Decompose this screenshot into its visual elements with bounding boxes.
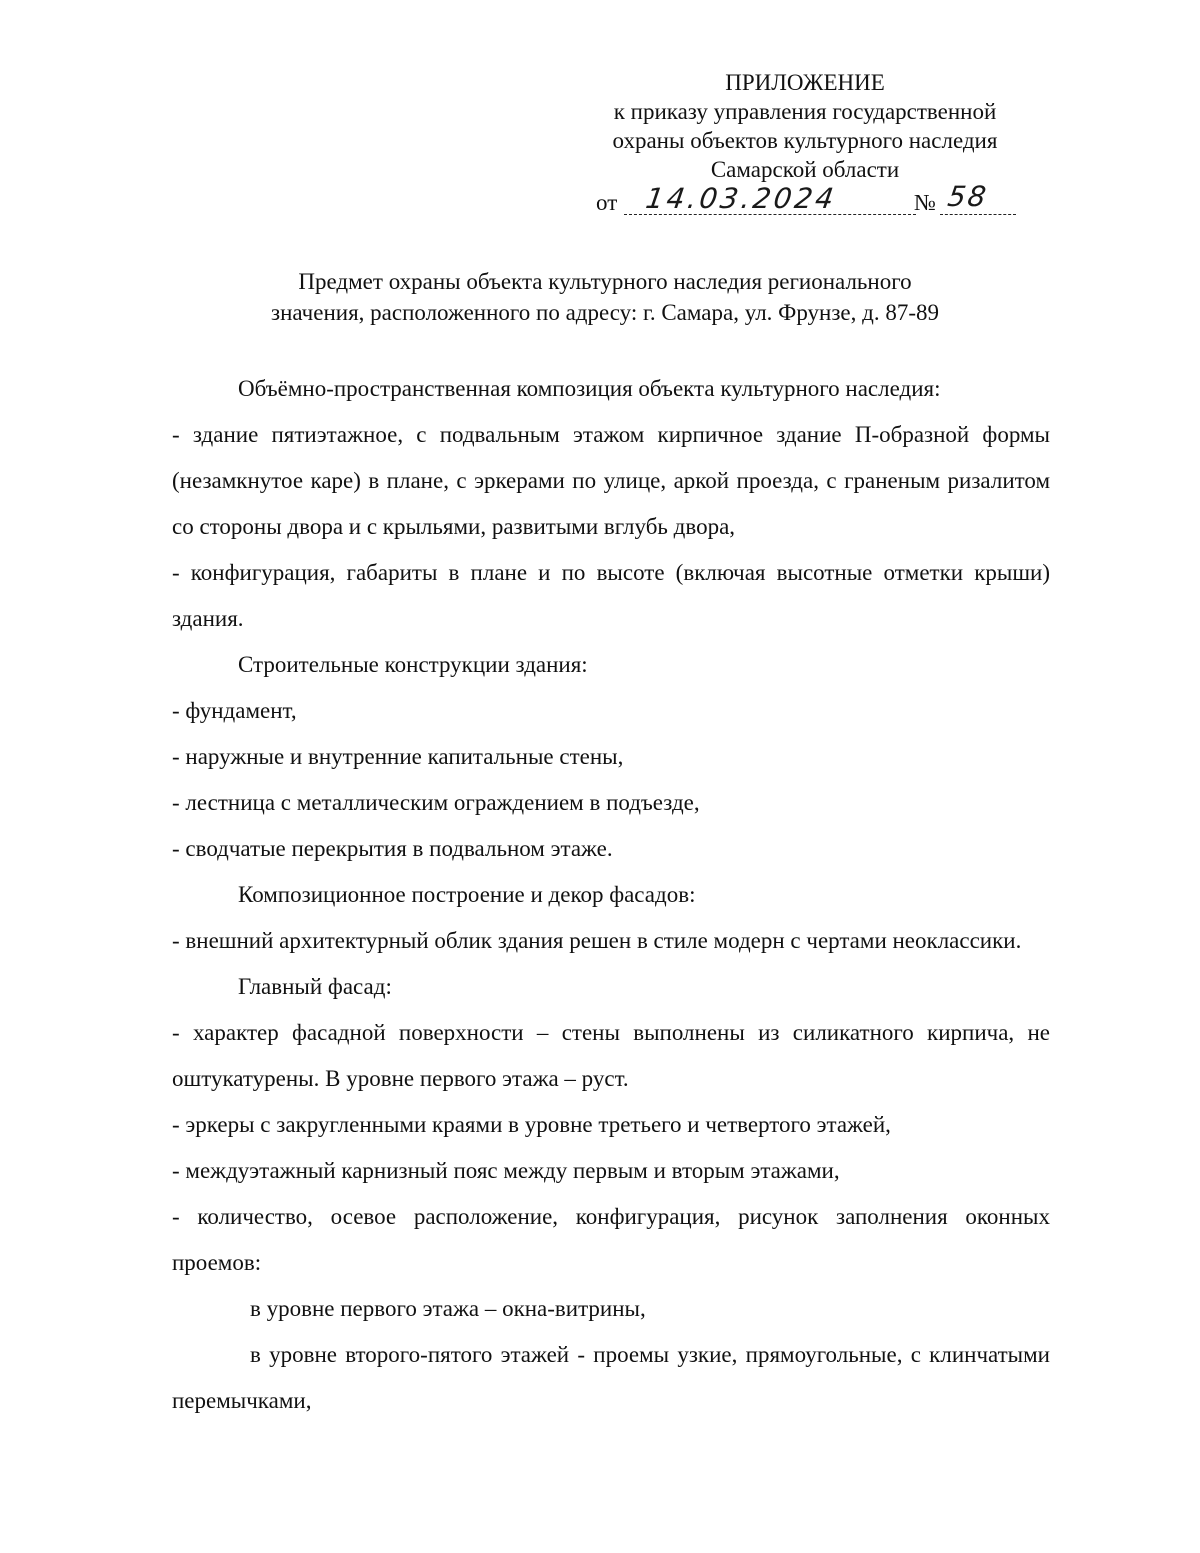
list-item: - конфигурация, габариты в плане и по высоте (включая высотные отметки крыши) здания. bbox=[172, 560, 1050, 631]
list-item: - количество, осевое расположение, конфигурация, рисунок заполнения оконных проемов: bbox=[172, 1204, 1050, 1275]
list-item: - внешний архитектурный облик здания решен в стиле модерн с чертами неоклассики. bbox=[172, 928, 1022, 953]
appendix-title: ПРИЛОЖЕНИЕ bbox=[725, 70, 885, 95]
list-item: - характер фасадной поверхности – стены выполнены из силикатного кирпича, не оштукатурены. В уровне первого этажа – руст. bbox=[172, 1020, 1050, 1091]
appendix-line-3: Самарской области bbox=[710, 157, 900, 182]
section-heading-structures: Строительные конструкции здания: bbox=[238, 652, 588, 677]
list-item: - сводчатые перекрытия в подвальном этаже. bbox=[172, 836, 613, 861]
list-item: - лестница с металлическим ограждением в подъезде, bbox=[172, 790, 700, 815]
sub-item: в уровне второго-пятого этажей - проемы узкие, прямоугольные, с клинчатыми перемычками, bbox=[172, 1342, 1050, 1413]
list-item: - эркеры с закругленными краями в уровне третьего и четвертого этажей, bbox=[172, 1112, 891, 1137]
order-date-number-line bbox=[596, 180, 1026, 220]
list-item: - междуэтажный карнизный пояс между первым и вторым этажами, bbox=[172, 1158, 840, 1183]
section-heading-facades: Композиционное построение и декор фасадов: bbox=[238, 882, 696, 907]
list-item: - здание пятиэтажное, с подвальным этажом кирпичное здание П-образной формы (незамкнутое каре) в плане, с эркерами по улице, аркой проезда, с граненым ризалитом со стороны двора и с крыльями, развитыми вглубь двора, bbox=[172, 422, 1050, 539]
number-underline bbox=[940, 214, 1016, 215]
document-title bbox=[190, 266, 1020, 328]
order-number-handwritten: 58 bbox=[945, 180, 990, 213]
appendix-line-1: к приказу управления государственной bbox=[613, 99, 997, 124]
number-prefix: № bbox=[914, 190, 936, 215]
appendix-header bbox=[580, 68, 1030, 184]
sub-item: в уровне первого этажа – окна-витрины, bbox=[250, 1296, 646, 1321]
document-title-line-1: Предмет охраны объекта культурного наследия регионального bbox=[298, 269, 912, 294]
section-heading-volume: Объёмно-пространственная композиция объекта культурного наследия: bbox=[238, 376, 941, 401]
list-item: - фундамент, bbox=[172, 698, 297, 723]
list-item: - наружные и внутренние капитальные стены, bbox=[172, 744, 624, 769]
date-prefix: от bbox=[596, 190, 618, 215]
document-body bbox=[172, 366, 1050, 1424]
appendix-line-2: охраны объектов культурного наследия bbox=[612, 128, 998, 153]
document-title-line-2: значения, расположенного по адресу: г. Самара, ул. Фрунзе, д. 87-89 bbox=[271, 300, 939, 325]
order-date-handwritten: 14.03.2024 bbox=[643, 182, 839, 215]
section-heading-main-facade: Главный фасад: bbox=[238, 974, 392, 999]
